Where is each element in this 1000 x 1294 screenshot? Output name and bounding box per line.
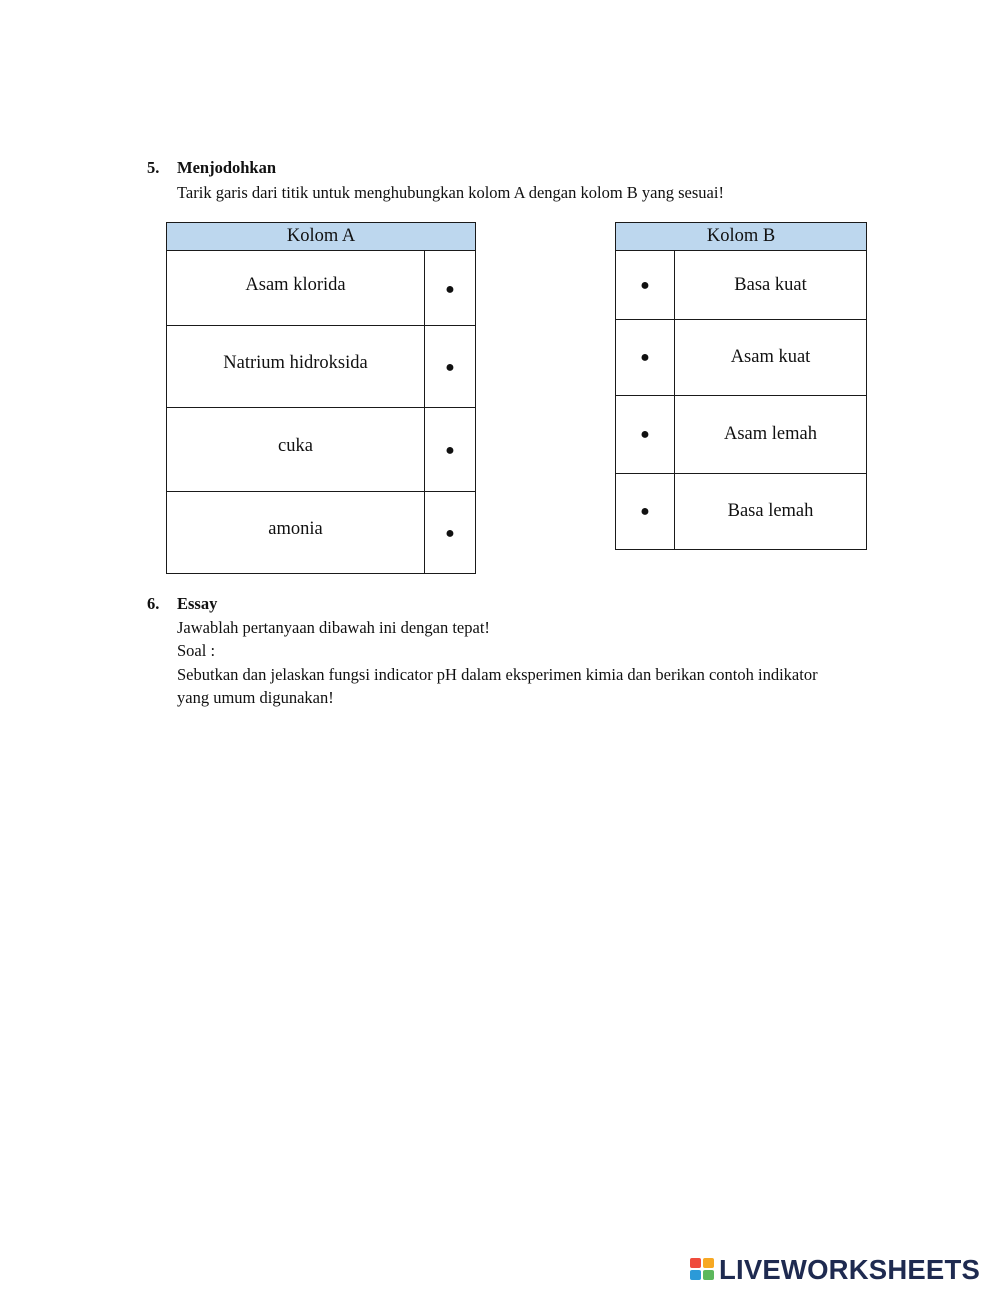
- kolom-b-item: Basa lemah: [675, 474, 867, 550]
- table-row: [167, 251, 476, 326]
- table-row: [616, 251, 867, 320]
- kolom-b-item: Asam kuat: [675, 320, 867, 396]
- dot-icon: ●: [640, 426, 650, 443]
- match-dot-a2[interactable]: [425, 326, 476, 408]
- question-6: [147, 592, 907, 722]
- match-dot-b4[interactable]: [616, 474, 675, 550]
- table-row: [167, 326, 476, 408]
- kolom-a-header: Kolom A: [167, 223, 476, 251]
- liveworksheets-logo: [690, 1254, 990, 1286]
- table-row: [167, 408, 476, 492]
- match-dot-a4[interactable]: [425, 492, 476, 574]
- dot-icon: ●: [640, 349, 650, 366]
- dot-icon: ●: [445, 525, 455, 542]
- kolom-b-header: Kolom B: [616, 223, 867, 251]
- kolom-b-item: Basa kuat: [675, 251, 867, 320]
- table-row: [616, 474, 867, 550]
- essay-prompt-line-1: Sebutkan dan jelaskan fungsi indicator pH dalam eksperimen kimia dan berikan contoh indikator: [177, 665, 818, 684]
- liveworksheets-icon: [690, 1258, 716, 1282]
- dot-icon: ●: [445, 359, 455, 376]
- question-title: Menjodohkan: [177, 158, 277, 177]
- dot-icon: ●: [445, 280, 455, 298]
- essay-prompt-line-2: yang umum digunakan!: [177, 688, 334, 707]
- dot-icon: ●: [445, 442, 455, 459]
- dot-icon: ●: [640, 276, 650, 294]
- kolom-a-table: [166, 222, 476, 574]
- match-dot-b1[interactable]: [616, 251, 675, 320]
- kolom-b-table: [615, 222, 867, 550]
- match-dot-b3[interactable]: [616, 396, 675, 474]
- table-row: [616, 320, 867, 396]
- question-5: [147, 156, 907, 216]
- table-row: [167, 492, 476, 574]
- brand-name: LIVEWORKSHEETS: [719, 1254, 981, 1285]
- question-number: 6.: [147, 594, 160, 613]
- kolom-a-item: Asam klorida: [167, 251, 425, 326]
- question-title: Essay: [177, 594, 218, 613]
- match-dot-b2[interactable]: [616, 320, 675, 396]
- kolom-a-item: amonia: [167, 492, 425, 574]
- question-number: 5.: [147, 158, 160, 177]
- match-dot-a1[interactable]: [425, 251, 476, 326]
- kolom-b-item: Asam lemah: [675, 396, 867, 474]
- kolom-a-item: cuka: [167, 408, 425, 492]
- soal-label: Soal :: [177, 641, 216, 660]
- kolom-a-item: Natrium hidroksida: [167, 326, 425, 408]
- question-instruction: Jawablah pertanyaan dibawah ini dengan tepat!: [177, 618, 490, 637]
- dot-icon: ●: [640, 503, 650, 520]
- table-row: [616, 396, 867, 474]
- question-instruction: Tarik garis dari titik untuk menghubungkan kolom A dengan kolom B yang sesuai!: [177, 183, 724, 202]
- match-dot-a3[interactable]: [425, 408, 476, 492]
